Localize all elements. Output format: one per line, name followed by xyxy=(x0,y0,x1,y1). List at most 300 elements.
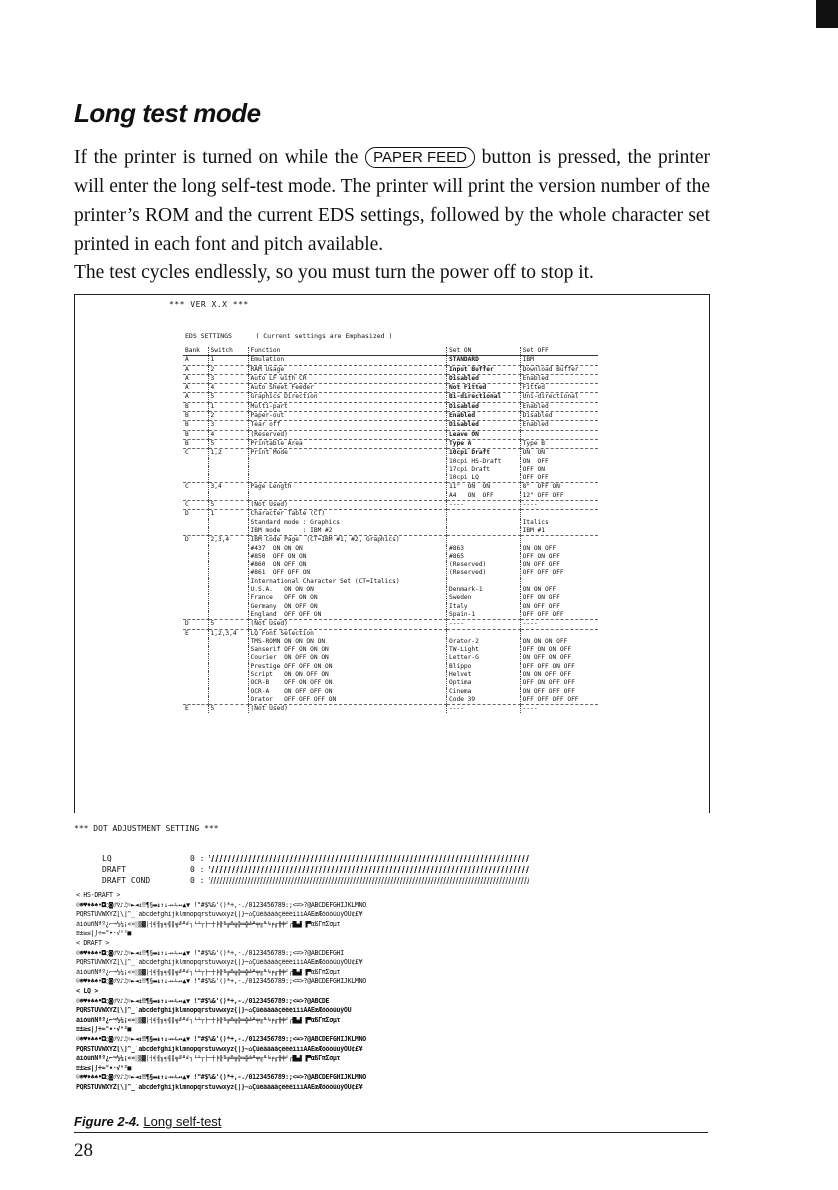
table-cell xyxy=(183,586,208,594)
charset-line: áíóúñÑªº¿⌐¬½¼¡«»░▒▓│┤╡╢╖╕╣║╗╝╜╛┐└┴┬├─┼╞╟╚╔╩╦╠═╬╧╨╤╥╙╘╒╓╫╪┘┌█▄▌▐▀αßΓπΣσµτ xyxy=(76,1055,341,1063)
table-cell: (Reserved) xyxy=(447,561,521,569)
table-cell: Germany ON OFF ON xyxy=(248,603,446,611)
table-cell xyxy=(183,569,208,577)
table-row xyxy=(183,561,598,569)
table-cell: OCR-B OFF ON OFF ON xyxy=(248,679,446,687)
table-cell xyxy=(447,629,521,638)
table-cell: OCR-A ON OFF OFF ON xyxy=(248,688,446,696)
table-cell: ---- xyxy=(447,705,521,714)
table-cell xyxy=(183,646,208,654)
table-row xyxy=(183,553,598,561)
charset-line: ≡±≥≤⌠⌡÷≈°∙·√ⁿ²■ xyxy=(76,1026,132,1034)
table-cell: E xyxy=(183,705,208,714)
dot-row-label: LQ xyxy=(102,854,112,863)
table-cell: 1 xyxy=(208,356,248,365)
table-cell: OFF OFF xyxy=(520,474,598,483)
table-cell: 5 xyxy=(208,439,248,448)
table-cell: ON OFF OFF OFF xyxy=(520,688,598,696)
table-row xyxy=(183,646,598,654)
dot-row-value: 0 : xyxy=(190,876,210,885)
table-cell: Type B xyxy=(520,439,598,448)
table-cell xyxy=(183,519,208,527)
charset-line: ☺☻♥♦♣♠•◘○◙♂♀♪♫☼►◄↕‼¶§▬↨↑↓→←∟↔▲▼ !"#$%&'()*+,-./0123456789:;<=>?@ABCDEFGHIJKLMNO xyxy=(76,1036,366,1043)
table-row xyxy=(183,679,598,687)
page-corner-mark xyxy=(816,0,838,28)
dot-row-label: DRAFT COND xyxy=(102,876,151,885)
table-cell: E xyxy=(183,629,208,638)
table-cell: ON ON OFF OFF xyxy=(520,671,598,679)
table-cell: 2 xyxy=(208,412,248,421)
table-row xyxy=(183,578,598,586)
intro-paragraph xyxy=(74,143,710,259)
table-row xyxy=(183,638,598,646)
table-cell xyxy=(183,679,208,687)
paper-feed-key: PAPER FEED xyxy=(365,147,475,168)
table-cell: ---- xyxy=(520,620,598,629)
table-cell xyxy=(208,474,248,483)
table-row xyxy=(183,654,598,662)
table-row xyxy=(183,594,598,602)
table-cell: Enabled xyxy=(520,374,598,383)
table-row xyxy=(183,519,598,527)
intro-text-after: button is pressed, the printer will enter the long self-test mode. The printer will print the version number of the printer’s ROM and the current EDS settings, followed by the whole character set printed in each font and pitch available. xyxy=(74,147,711,255)
table-cell: Letter-G xyxy=(447,654,521,662)
table-cell xyxy=(183,611,208,620)
table-cell: Sweden xyxy=(447,594,521,602)
table-cell: A xyxy=(185,356,189,364)
table-row xyxy=(183,620,598,629)
table-row xyxy=(183,393,598,402)
dot-test-pattern xyxy=(209,877,529,884)
table-cell: Courier ON OFF ON ON xyxy=(248,654,446,662)
table-cell: OFF ON OFF OFF xyxy=(520,679,598,687)
charset-line: áíóúñÑªº¿⌐¬½¼¡«»░▒▓│┤╡╢╖╕╣║╗╝╜╛┐└┴┬├─┼╞╟╚╔╩╦╠═╬╧╨╤╥╙╘╒╓╫╪┘┌█▄▌▐▀αßΓπΣσµτ xyxy=(76,1016,341,1024)
table-cell: 3,4 xyxy=(208,483,248,492)
table-cell xyxy=(208,561,248,569)
table-cell: 17cpi Draft xyxy=(447,466,521,474)
table-cell xyxy=(183,466,208,474)
table-cell: Page Length xyxy=(248,483,446,492)
table-cell: Input Buffer xyxy=(447,365,521,374)
table-cell: Bi-directional xyxy=(447,393,521,402)
table-cell: (Reserved) xyxy=(447,569,521,577)
table-cell xyxy=(183,603,208,611)
page-number: 28 xyxy=(74,1140,93,1161)
table-row xyxy=(183,402,598,411)
table-cell: ON OFF ON OFF xyxy=(520,654,598,662)
table-cell: OFF OFF OFF xyxy=(520,611,598,620)
table-cell: IBM mode : IBM #2 xyxy=(248,527,446,536)
table-cell xyxy=(183,553,208,561)
table-cell: Sanserif OFF ON ON ON xyxy=(248,646,446,654)
charset-line: ☺☻♥♦♣♠•◘○◙♂♀♪♫☼►◄↕‼¶§▬↨↑↓→←∟↔▲▼ !"#$%&'()*+,-./0123456789:;<=>?@ABCDEFGHI xyxy=(76,949,344,957)
table-cell: Enabled xyxy=(520,402,598,411)
table-cell xyxy=(183,696,208,705)
table-row xyxy=(183,603,598,611)
table-row xyxy=(183,412,598,421)
table-cell: D xyxy=(183,510,208,519)
table-cell: Prestige OFF OFF ON ON xyxy=(248,663,446,671)
charset-line: ☺☻♥♦♣♠•◘○◙♂♀♪♫☼►◄↕‼¶§▬↨↑↓→←∟↔▲▼ !"#$%&'()*+,-./0123456789:;<=>?@ABCDEFGHIJKLMNO xyxy=(76,978,366,986)
table-row xyxy=(183,483,598,492)
dot-test-pattern xyxy=(209,855,529,862)
table-cell: B xyxy=(183,439,208,448)
table-cell: 11" ON ON xyxy=(447,483,521,492)
table-cell: Set OFF xyxy=(520,347,598,356)
table-cell: Blippo xyxy=(447,663,521,671)
charset-line: PQRSTUVWXYZ[\]^_`abcdefghijklmnopqrstuvwxyz{|}~⌂ÇüéâäàåçêëèïîìÄÅÉæÆôöòûùÿÖÜ¢£¥ xyxy=(76,1084,363,1091)
dot-row-value: 0 : xyxy=(190,865,210,874)
table-cell: England OFF OFF ON xyxy=(248,611,446,620)
table-cell: (Not Used) xyxy=(248,705,446,714)
table-cell xyxy=(208,611,248,620)
table-cell: TW-Light xyxy=(447,646,521,654)
table-cell: OFF ON OFF xyxy=(520,553,598,561)
table-cell xyxy=(208,594,248,602)
table-cell: Auto Sheet Feeder xyxy=(248,384,446,393)
table-cell: OFF ON OFF xyxy=(520,594,598,602)
table-cell xyxy=(183,578,208,586)
table-cell: (Not Used) xyxy=(248,501,446,510)
table-cell: Orator-2 xyxy=(447,638,521,646)
table-cell: D xyxy=(183,620,208,629)
table-row xyxy=(183,629,598,638)
table-cell xyxy=(520,629,598,638)
eds-table-body xyxy=(183,347,598,713)
table-cell: Type A xyxy=(447,439,521,448)
table-cell xyxy=(183,594,208,602)
table-cell xyxy=(520,510,598,519)
table-cell: Emulation xyxy=(248,356,446,365)
self-test-printout xyxy=(74,294,710,813)
table-cell xyxy=(447,519,521,527)
table-cell xyxy=(183,663,208,671)
table-cell: #437 ON ON ON xyxy=(248,545,446,553)
table-cell xyxy=(208,663,248,671)
table-row xyxy=(183,545,598,553)
table-cell: A xyxy=(183,374,208,383)
table-cell: Switch xyxy=(208,347,248,356)
table-cell: Disabled xyxy=(447,402,521,411)
table-cell xyxy=(208,688,248,696)
table-row xyxy=(183,421,598,430)
table-cell: RAM Usage xyxy=(248,365,446,374)
table-cell xyxy=(208,492,248,501)
eds-settings-table xyxy=(183,347,598,713)
charset-line: PQRSTUVWXYZ[\]^_`abcdefghijklmnopqrstuvwxyz{|}~⌂ÇüéâäàåçêëèïîìÄÅÉæÆôöòûùÿÖÜ¢£¥ xyxy=(76,911,363,919)
table-cell: LQ Font Selection xyxy=(248,629,446,638)
charset-line: < DRAFT > xyxy=(76,940,110,947)
table-cell: Script ON ON OFF ON xyxy=(248,671,446,679)
table-cell: (Not Used) xyxy=(248,620,446,629)
table-cell xyxy=(447,527,521,536)
table-cell xyxy=(183,561,208,569)
charset-line: ≡±≥≤⌠⌡÷≈°∙·√ⁿ²■ xyxy=(76,1064,132,1072)
figure-caption xyxy=(74,1112,708,1133)
table-cell: (Reserved) xyxy=(248,430,446,439)
table-cell: Fitted xyxy=(520,384,598,393)
table-cell: Auto LF with CR xyxy=(248,374,446,383)
table-cell: STANDARD xyxy=(447,356,521,365)
table-cell xyxy=(208,578,248,586)
table-cell xyxy=(520,430,598,439)
intro-text-before: If the printer is turned on while the xyxy=(74,147,366,168)
table-row xyxy=(183,688,598,696)
table-cell: Multi-part xyxy=(248,402,446,411)
table-cell xyxy=(208,646,248,654)
table-cell xyxy=(208,586,248,594)
table-cell: A xyxy=(183,384,208,393)
table-cell: Paper-out xyxy=(248,412,446,421)
table-cell xyxy=(208,545,248,553)
table-row xyxy=(183,611,598,620)
table-row xyxy=(183,569,598,577)
table-cell: #865 xyxy=(447,553,521,561)
table-cell: Leave ON xyxy=(447,430,521,439)
table-cell xyxy=(208,696,248,705)
section-heading: Long test mode xyxy=(74,98,261,128)
table-cell: OFF ON xyxy=(520,466,598,474)
charset-line: PQRSTUVWXYZ[\]^_`abcdefghijklmnopqrstuvwxyz{|}~⌂ÇüéâäàåçêëèïîìÄÅÉæÆôöòûùÿÖÜ¢£¥ xyxy=(76,959,363,967)
figure-label: Figure 2-4. xyxy=(74,1114,140,1129)
table-cell xyxy=(447,536,521,545)
table-cell xyxy=(248,458,446,466)
table-cell: Graphics Direction xyxy=(248,393,446,402)
table-cell: Character Table (CT) xyxy=(248,510,446,519)
table-cell: Uni-directional xyxy=(520,393,598,402)
charset-line: ≡±≥≤⌠⌡÷≈°∙·√ⁿ²■ xyxy=(76,930,132,938)
table-cell: 12" OFF OFF xyxy=(520,492,598,501)
table-cell xyxy=(183,545,208,553)
table-cell: 2,3,4 xyxy=(208,536,248,545)
table-cell: 1,2,3,4 xyxy=(208,629,248,638)
table-cell: Set ON xyxy=(447,347,521,356)
dot-test-pattern xyxy=(209,866,529,873)
table-cell: OFF ON ON OFF xyxy=(520,646,598,654)
table-row xyxy=(183,466,598,474)
table-cell: Enabled xyxy=(520,421,598,430)
table-cell: Italics xyxy=(520,519,598,527)
table-cell: U.S.A. ON ON ON xyxy=(248,586,446,594)
table-cell: OFF OFF OFF OFF xyxy=(520,696,598,705)
table-cell: A4 ON OFF xyxy=(447,492,521,501)
table-cell xyxy=(208,553,248,561)
table-cell: OFF OFF OFF xyxy=(520,569,598,577)
table-cell xyxy=(208,603,248,611)
table-cell xyxy=(183,458,208,466)
table-cell: Printable Area xyxy=(248,439,446,448)
charset-line: < HS-DRAFT > xyxy=(76,892,121,899)
table-cell xyxy=(208,458,248,466)
table-cell: ON OFF xyxy=(520,458,598,466)
table-cell xyxy=(208,654,248,662)
table-cell: Function xyxy=(248,347,446,356)
table-row xyxy=(183,430,598,439)
table-cell: Orator OFF OFF OFF ON xyxy=(248,696,446,705)
table-cell: Download Buffer xyxy=(520,365,598,374)
dot-adjustment-title: *** DOT ADJUSTMENT SETTING *** xyxy=(74,824,219,833)
table-cell: 1,2 xyxy=(208,449,248,458)
table-cell: Enabled xyxy=(447,412,521,421)
dot-row-value: 0 : xyxy=(190,854,210,863)
table-cell: IBM #1 xyxy=(520,527,598,536)
charset-line: áíóúñÑªº¿⌐¬½¼¡«»░▒▓│┤╡╢╖╕╣║╗╝╜╛┐└┴┬├─┼╞╟╚╔╩╦╠═╬╧╨╤╥╙╘╒╓╫╪┘┌█▄▌▐▀αßΓπΣσµτ xyxy=(76,968,341,976)
table-cell: IBM Code Page (CT=IBM #1, #2, Graphics) xyxy=(248,536,446,545)
table-cell xyxy=(183,492,208,501)
table-cell: 10cpi LQ xyxy=(447,474,521,483)
table-cell: Standard mode : Graphics xyxy=(248,519,446,527)
table-cell: 5 xyxy=(208,620,248,629)
table-cell: A xyxy=(183,393,208,402)
table-cell xyxy=(208,466,248,474)
table-cell: Helvet xyxy=(447,671,521,679)
table-cell: ON ON xyxy=(520,449,598,458)
table-cell xyxy=(520,536,598,545)
table-cell xyxy=(208,679,248,687)
table-cell: ON ON OFF xyxy=(520,586,598,594)
table-cell xyxy=(520,578,598,586)
table-cell: ---- xyxy=(520,705,598,714)
table-cell: 10cpi Draft xyxy=(447,449,521,458)
table-cell: TMS-ROMN ON ON ON ON xyxy=(248,638,446,646)
table-cell: 8" OFF ON xyxy=(520,483,598,492)
table-cell: B xyxy=(183,421,208,430)
table-cell: Italy xyxy=(447,603,521,611)
table-row xyxy=(183,458,598,466)
table-cell: Print Mode xyxy=(248,449,446,458)
table-row xyxy=(183,510,598,519)
table-cell: #850 OFF ON ON xyxy=(248,553,446,561)
table-cell: 5 xyxy=(208,501,248,510)
table-cell: IBM xyxy=(520,356,598,365)
table-cell xyxy=(208,527,248,536)
table-cell xyxy=(447,510,521,519)
table-row xyxy=(183,384,598,393)
table-cell xyxy=(183,688,208,696)
table-cell xyxy=(183,671,208,679)
table-cell xyxy=(183,654,208,662)
table-row xyxy=(183,365,598,374)
table-cell: 10cpi HS-Draft xyxy=(447,458,521,466)
table-cell: ON OFF OFF xyxy=(520,603,598,611)
table-cell: 1 xyxy=(208,510,248,519)
table-row xyxy=(183,356,598,365)
table-row xyxy=(183,501,598,510)
dot-adjustment-row xyxy=(102,854,529,863)
table-row xyxy=(183,586,598,594)
table-cell xyxy=(208,519,248,527)
table-row xyxy=(183,527,598,536)
charset-line: ☺☻♥♦♣♠•◘○◙♂♀♪♫☼►◄↕‼¶§▬↨↑↓→←∟↔▲▼ !"#$%&'()*+,-./0123456789:;<=>?@ABCDEFGHIJKLMNO xyxy=(76,1074,366,1082)
charset-line: PQRSTUVWXYZ[\]^_`abcdefghijklmnopqrstuvwxyz{|}~⌂ÇüéâäàåçêëèïîìÄÅÉæÆôöòûùÿÖÜ¢£¥ xyxy=(76,1045,363,1053)
charset-line: < LQ > xyxy=(76,988,99,995)
table-cell: B xyxy=(183,430,208,439)
table-cell: C xyxy=(183,501,208,510)
table-cell: C xyxy=(183,483,208,492)
figure-title: Long self-test xyxy=(143,1114,222,1129)
table-cell: ---- xyxy=(520,501,598,510)
table-cell xyxy=(183,527,208,536)
table-cell: #863 xyxy=(447,545,521,553)
charset-line: ☺☻♥♦♣♠•◘○◙♂♀♪♫☼►◄↕‼¶§▬↨↑↓→←∟↔▲▼ !"#$%&'()*+,-./0123456789:;<=>?@ABCDE xyxy=(76,997,330,1005)
table-row xyxy=(183,671,598,679)
table-cell: #860 ON OFF ON xyxy=(248,561,446,569)
table-cell xyxy=(248,466,446,474)
table-cell xyxy=(208,569,248,577)
table-header-row xyxy=(183,347,598,356)
table-row xyxy=(183,474,598,483)
charset-line: áíóúñÑªº¿⌐¬½¼¡«»░▒▓│┤╡╢╖╕╣║╗╝╜╛┐└┴┬├─┼╞╟╚╔╩╦╠═╬╧╨╤╥╙╘╒╓╫╪┘┌█▄▌▐▀αßΓπΣσµτ xyxy=(76,920,341,928)
table-row xyxy=(183,374,598,383)
table-cell: 5 xyxy=(208,393,248,402)
table-cell: Disabled xyxy=(447,421,521,430)
dot-row-label: DRAFT xyxy=(102,865,127,874)
table-cell: 3 xyxy=(208,374,248,383)
charset-line: ☺☻♥♦♣♠•◘○◙♂♀♪♫☼►◄↕‼¶§▬↨↑↓→←∟↔▲▼ !"#$%&'()*+,-./0123456789:;<=>?@ABCDEFGHIJKLMNO xyxy=(76,901,366,909)
table-cell: B xyxy=(183,412,208,421)
table-cell: 3 xyxy=(208,421,248,430)
table-cell: Optima xyxy=(447,679,521,687)
dot-adjustment-row xyxy=(102,876,529,885)
cycle-paragraph: The test cycles endlessly, so you must turn the power off to stop it. xyxy=(74,262,594,283)
table-cell: OFF OFF ON OFF xyxy=(520,663,598,671)
table-cell: Denmark-1 xyxy=(447,586,521,594)
table-cell: 4 xyxy=(208,430,248,439)
table-cell: 4 xyxy=(208,384,248,393)
table-cell xyxy=(183,638,208,646)
table-cell: Cinema xyxy=(447,688,521,696)
dot-adjustment-row xyxy=(102,865,529,874)
table-row xyxy=(183,536,598,545)
eds-settings-title: EDS SETTINGS ( Current settings are Emphasized ) xyxy=(185,332,393,340)
table-cell: A xyxy=(183,365,208,374)
table-cell: France OFF ON ON xyxy=(248,594,446,602)
table-cell: 2 xyxy=(208,365,248,374)
table-cell: ---- xyxy=(447,620,521,629)
table-cell: Code 39 xyxy=(447,696,521,705)
figure-caption-text xyxy=(74,1114,221,1129)
table-row xyxy=(183,449,598,458)
table-row xyxy=(183,696,598,705)
table-cell: B xyxy=(183,402,208,411)
table-cell: 5 xyxy=(208,705,248,714)
table-cell: Not Fitted xyxy=(447,384,521,393)
table-cell: ON ON ON OFF xyxy=(520,638,598,646)
table-cell: ON ON OFF xyxy=(520,545,598,553)
table-cell xyxy=(248,492,446,501)
printout-lower xyxy=(74,812,708,1112)
table-cell: ON OFF OFF xyxy=(520,561,598,569)
table-cell: Disabled xyxy=(520,412,598,421)
table-cell xyxy=(447,578,521,586)
version-line: *** VER X.X *** xyxy=(169,300,249,309)
table-cell xyxy=(208,671,248,679)
table-row xyxy=(183,439,598,448)
table-cell: D xyxy=(183,536,208,545)
charset-line: PQRSTUVWXYZ[\]^_`abcdefghijklmnopqrstuvwxyz{|}~⌂ÇüéâäàåçêëèïîìÄÅÉæÆôöòûùÿÖÜ xyxy=(76,1007,352,1015)
table-cell: ---- xyxy=(447,501,521,510)
table-cell: Bank xyxy=(183,347,208,356)
table-row xyxy=(183,705,598,714)
table-cell: Disabled xyxy=(447,374,521,383)
table-cell xyxy=(208,638,248,646)
table-cell: 1 xyxy=(208,402,248,411)
table-row xyxy=(183,492,598,501)
table-cell: Spain-1 xyxy=(447,611,521,620)
table-cell: Tear off xyxy=(248,421,446,430)
table-cell xyxy=(248,474,446,483)
table-cell xyxy=(183,474,208,483)
